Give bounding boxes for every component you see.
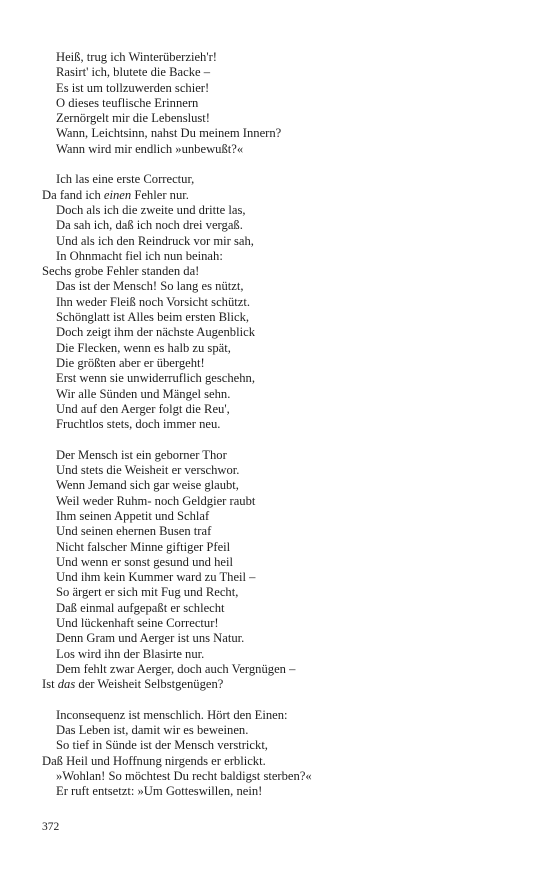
poem-line: Wann wird mir endlich »unbewußt?« bbox=[56, 141, 244, 156]
poem-line: Die größten aber er übergeht! bbox=[56, 355, 205, 370]
poem-line: So tief in Sünde ist der Mensch verstrickt, bbox=[56, 738, 268, 753]
poem-line: Wir alle Sünden und Mängel sehn. bbox=[56, 386, 231, 401]
poem-line: Das Leben ist, damit wir es beweinen. bbox=[56, 723, 249, 738]
poem-line: Er ruft entsetzt: »Um Gotteswillen, nein! bbox=[56, 784, 263, 799]
poem-line: Doch als ich die zweite und dritte las, bbox=[56, 202, 246, 217]
poem-line: Und als ich den Reindruck vor mir sah, bbox=[56, 233, 254, 248]
poem-line: O dieses teuflische Erinnern bbox=[56, 95, 199, 110]
poem-line: Erst wenn sie unwiderruflich geschehn, bbox=[56, 371, 255, 386]
poem-line bbox=[42, 188, 522, 203]
poem-line: So ärgert er sich mit Fug und Recht, bbox=[56, 585, 239, 600]
stanza bbox=[42, 50, 522, 157]
poem-line: Dem fehlt zwar Aerger, doch auch Vergnügen – bbox=[56, 661, 296, 676]
poem-line: Wann, Leichtsinn, nahst Du meinem Innern? bbox=[56, 126, 282, 141]
emphasized-word: einen bbox=[103, 187, 132, 202]
poem-line: In Ohnmacht fiel ich nun beinah: bbox=[56, 248, 223, 263]
poem-line: Und ihm kein Kummer ward zu Theil – bbox=[56, 570, 256, 585]
poem-line: Denn Gram und Aerger ist uns Natur. bbox=[56, 631, 245, 646]
poem-line: Nicht falscher Minne giftiger Pfeil bbox=[56, 539, 231, 554]
poem-line: Es ist um tollzuwerden schier! bbox=[56, 80, 210, 95]
page-number: 372 bbox=[42, 821, 60, 833]
line-text: Da fand ich bbox=[42, 187, 104, 202]
poem-line: Ihn weder Fleiß noch Vorsicht schützt. bbox=[56, 294, 251, 309]
poem-line: Und auf den Aerger folgt die Reu', bbox=[56, 401, 230, 416]
poem-line: Und stets die Weisheit er verschwor. bbox=[56, 463, 240, 478]
emphasized-word: das bbox=[57, 677, 76, 692]
line-text: Fehler nur. bbox=[131, 187, 189, 202]
poem-line: Daß einmal aufgepaßt er schlecht bbox=[56, 600, 225, 615]
poem-line: Rasirt' ich, blutete die Backe – bbox=[56, 65, 211, 80]
poem-line: Wenn Jemand sich gar weise glaubt, bbox=[56, 478, 239, 493]
poem-line: Ihm seinen Appetit und Schlaf bbox=[56, 508, 210, 523]
poem-line: Schönglatt ist Alles beim ersten Blick, bbox=[56, 310, 250, 325]
poem-line: Fruchtlos stets, doch immer neu. bbox=[56, 417, 221, 432]
poem-line: Sechs grobe Fehler standen da! bbox=[42, 264, 200, 279]
stanza bbox=[42, 172, 522, 432]
poem-line: Weil weder Ruhm- noch Geldgier raubt bbox=[56, 493, 256, 508]
poem-line: Die Flecken, wenn es halb zu spät, bbox=[56, 340, 231, 355]
poem-line: Da sah ich, daß ich noch drei vergaß. bbox=[56, 218, 243, 233]
line-text: Ist bbox=[42, 677, 58, 692]
poem-line: Doch zeigt ihm der nächste Augenblick bbox=[56, 325, 255, 340]
poem-line: Zernörgelt mir die Lebenslust! bbox=[56, 111, 210, 126]
poem-line: Und lückenhaft seine Correctur! bbox=[56, 615, 219, 630]
poem-line: Der Mensch ist ein geborner Thor bbox=[56, 447, 227, 462]
poem-line: Daß Heil und Hoffnung nirgends er erblickt. bbox=[42, 753, 266, 768]
stanza bbox=[42, 448, 522, 693]
poem-line: Heiß, trug ich Winterüberzieh'r! bbox=[56, 50, 217, 64]
poem-line: Ich las eine erste Correctur, bbox=[56, 172, 195, 187]
poem-line bbox=[42, 677, 522, 692]
poem-line: Los wird ihn der Blasirte nur. bbox=[56, 646, 205, 661]
poem-line: Inconsequenz ist menschlich. Hört den Einen: bbox=[56, 707, 288, 722]
poem-line: Und seinen ehernen Busen traf bbox=[56, 524, 212, 539]
line-text: der Weisheit Selbstgenügen? bbox=[75, 677, 224, 692]
poem-line: Und wenn er sonst gesund und heil bbox=[56, 554, 233, 569]
poem-body bbox=[42, 50, 522, 815]
poem-line: Das ist der Mensch! So lang es nützt, bbox=[56, 279, 244, 294]
stanza bbox=[42, 708, 522, 800]
poem-line: »Wohlan! So möchtest Du recht baldigst sterben?« bbox=[56, 768, 312, 783]
